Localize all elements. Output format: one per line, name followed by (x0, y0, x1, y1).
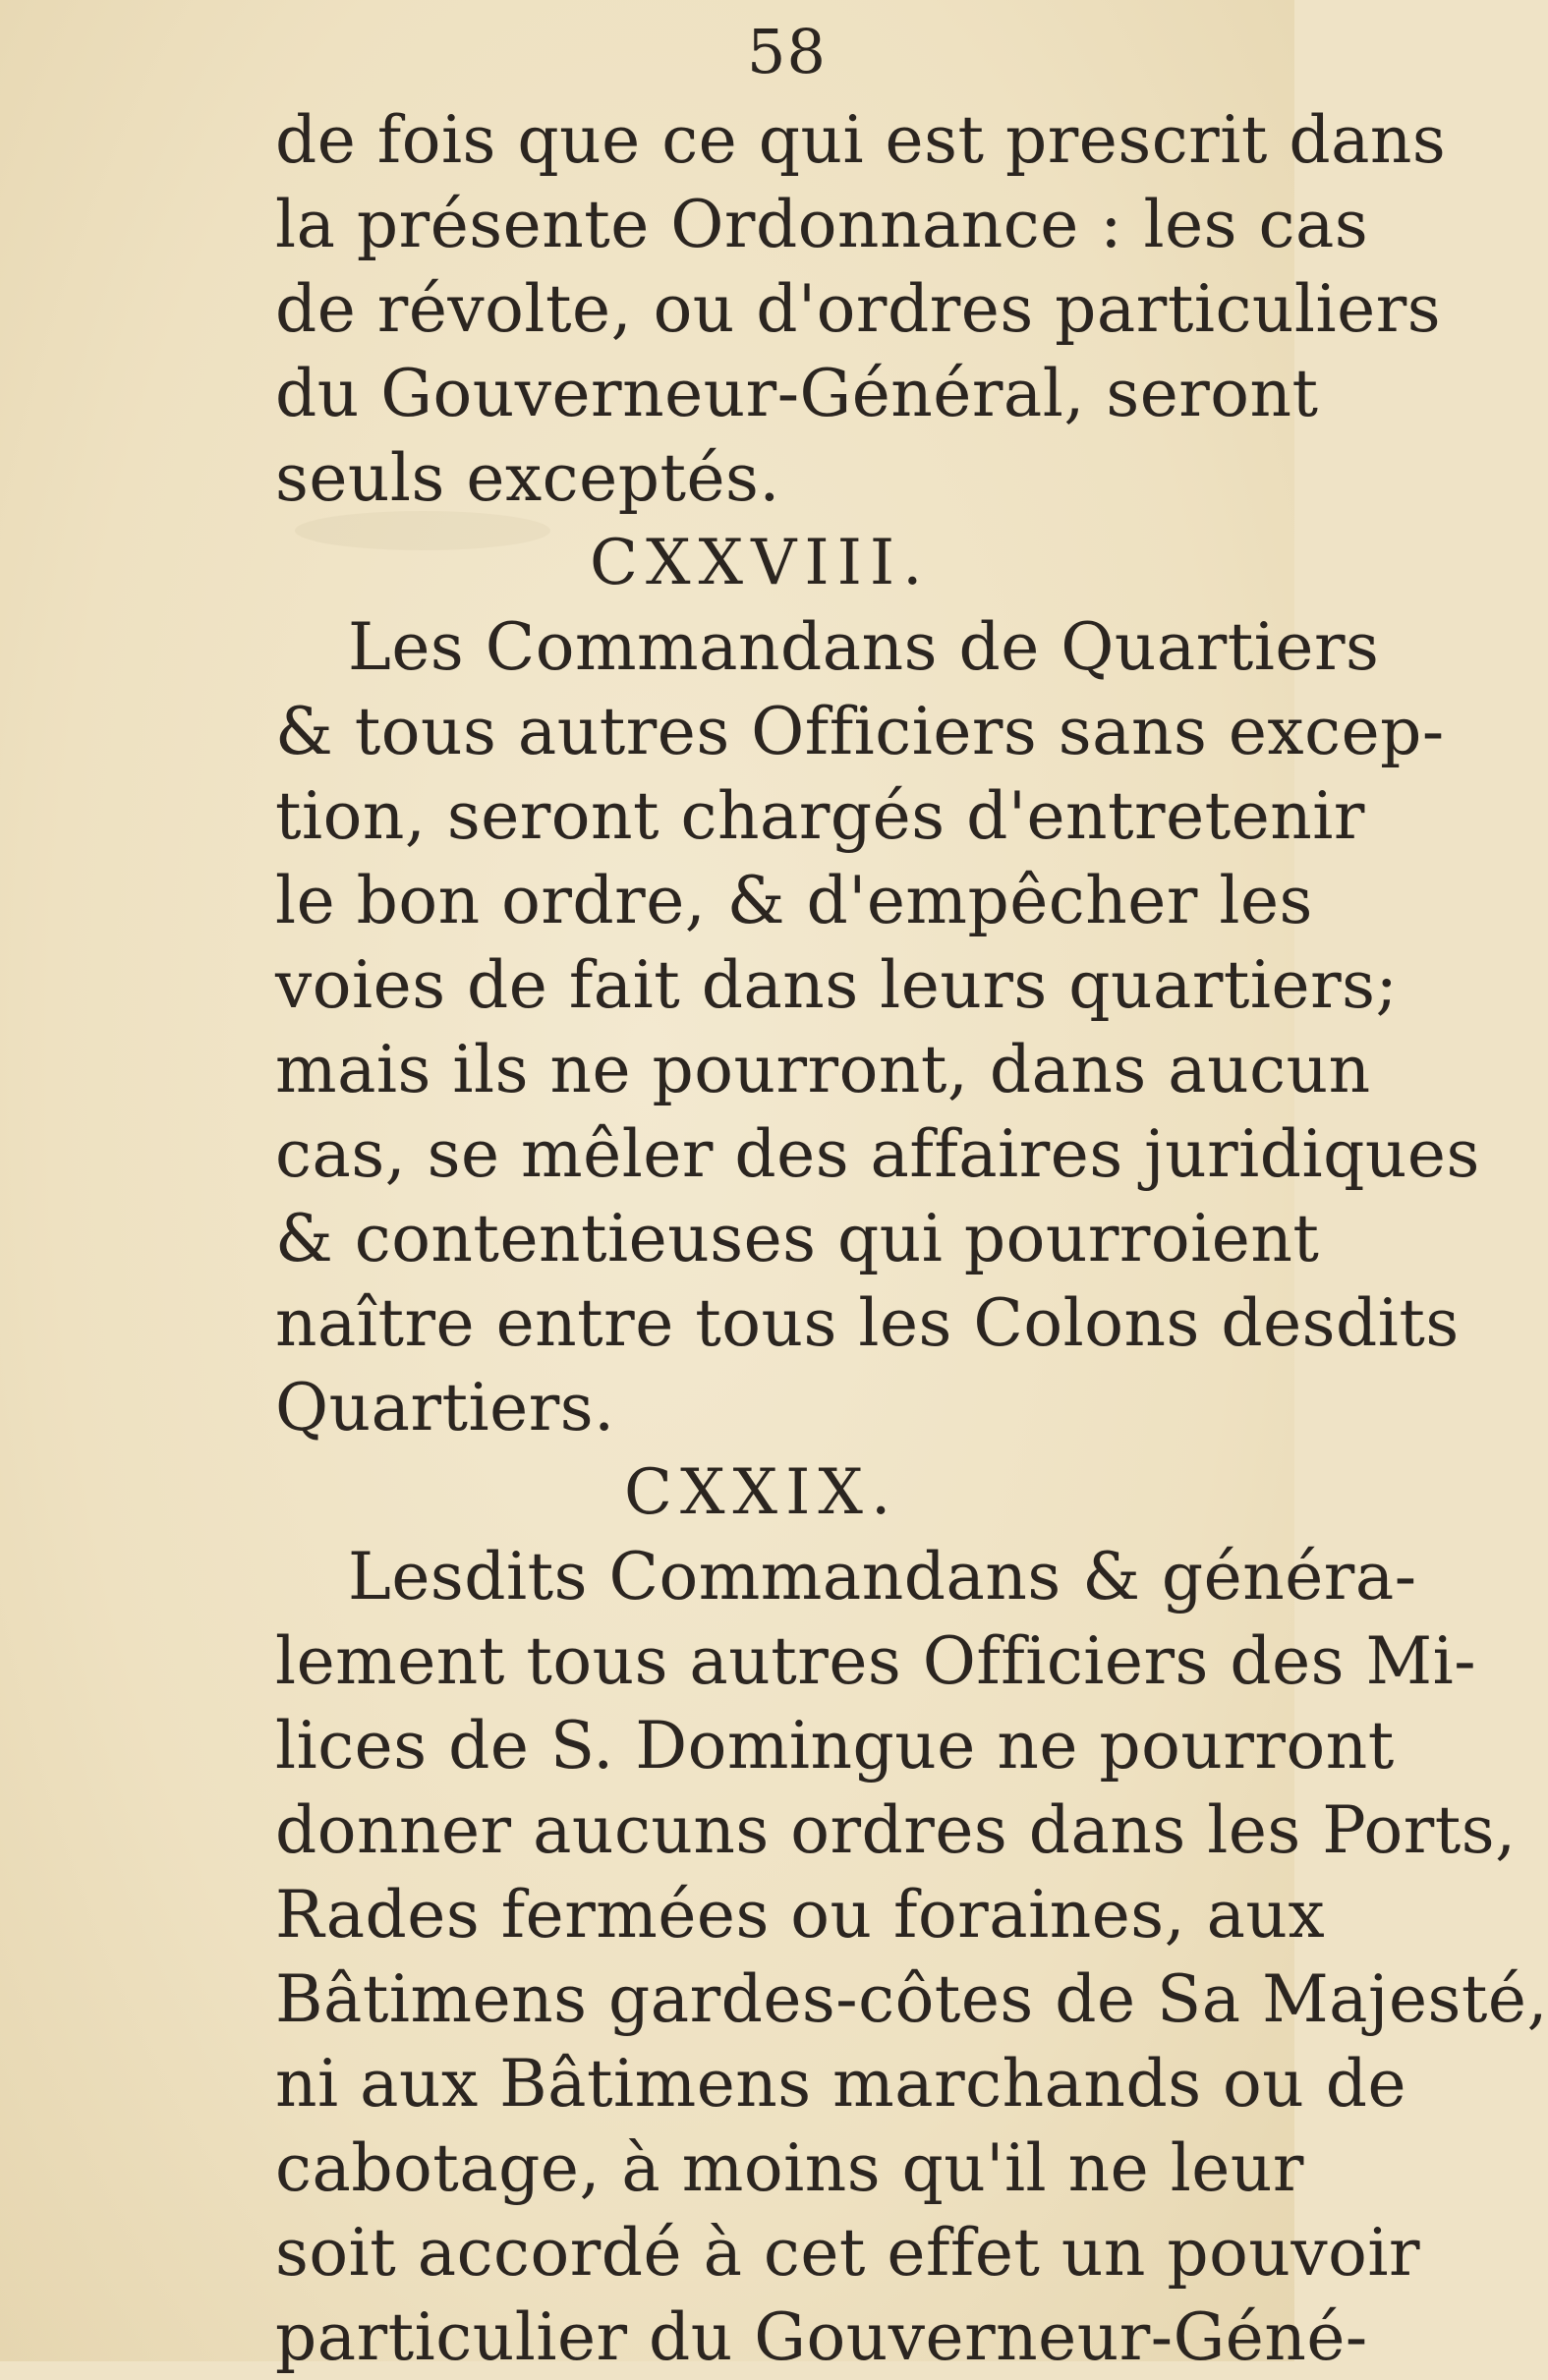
text-line: la présente Ordonnance : les cas (275, 187, 1369, 262)
text-line: & tous autres Officiers sans excep- (275, 694, 1445, 769)
text-line: cabotage, à moins qu'il ne leur (275, 2130, 1304, 2206)
text-line: tion, seront chargés d'entretenir (275, 778, 1365, 854)
text-line: de fois que ce qui est prescrit dans (275, 102, 1447, 178)
text-line: cas, se mêler des affaires juridiques (275, 1116, 1480, 1192)
text-line: le bon ordre, & d'empêcher les (275, 863, 1313, 938)
text-line: de révolte, ou d'ordres particuliers (275, 271, 1442, 347)
text-line: du Gouverneur-Général, seront (275, 356, 1319, 431)
text-line: particulier du Gouverneur-Géné- (275, 2299, 1368, 2375)
text-line: mais ils ne pourront, dans aucun (275, 1032, 1371, 1107)
text-line: seuls exceptés. (275, 440, 780, 516)
text-line: soit accordé à cet effet un pouvoir (275, 2215, 1421, 2291)
text-line: Bâtimens gardes-côtes de Sa Majesté, (275, 1961, 1548, 2037)
page-number: 58 (747, 16, 827, 87)
text-line: Les Commandans de Quartiers (348, 609, 1380, 685)
text-line: Lesdits Commandans & généra- (348, 1539, 1417, 1615)
text-line: donner aucuns ordres dans les Ports, (275, 1792, 1517, 1868)
text-line: lement tous autres Officiers des Mi- (275, 1623, 1477, 1699)
text-line: naître entre tous les Colons desdits (275, 1285, 1460, 1361)
text-line: voies de fait dans leurs quartiers; (275, 947, 1399, 1023)
text-line: Quartiers. (275, 1370, 615, 1445)
text-line: lices de S. Domingue ne pourront (275, 1708, 1395, 1784)
article-heading: CXXIX. (624, 1456, 899, 1529)
text-line: ni aux Bâtimens marchands ou de (275, 2046, 1407, 2122)
article-heading: CXXVIII. (590, 527, 931, 599)
text-line: & contentieuses qui pourroient (275, 1201, 1320, 1276)
page-body (275, 98, 1548, 2380)
text-line: Rades fermées ou foraines, aux (275, 1877, 1326, 1953)
